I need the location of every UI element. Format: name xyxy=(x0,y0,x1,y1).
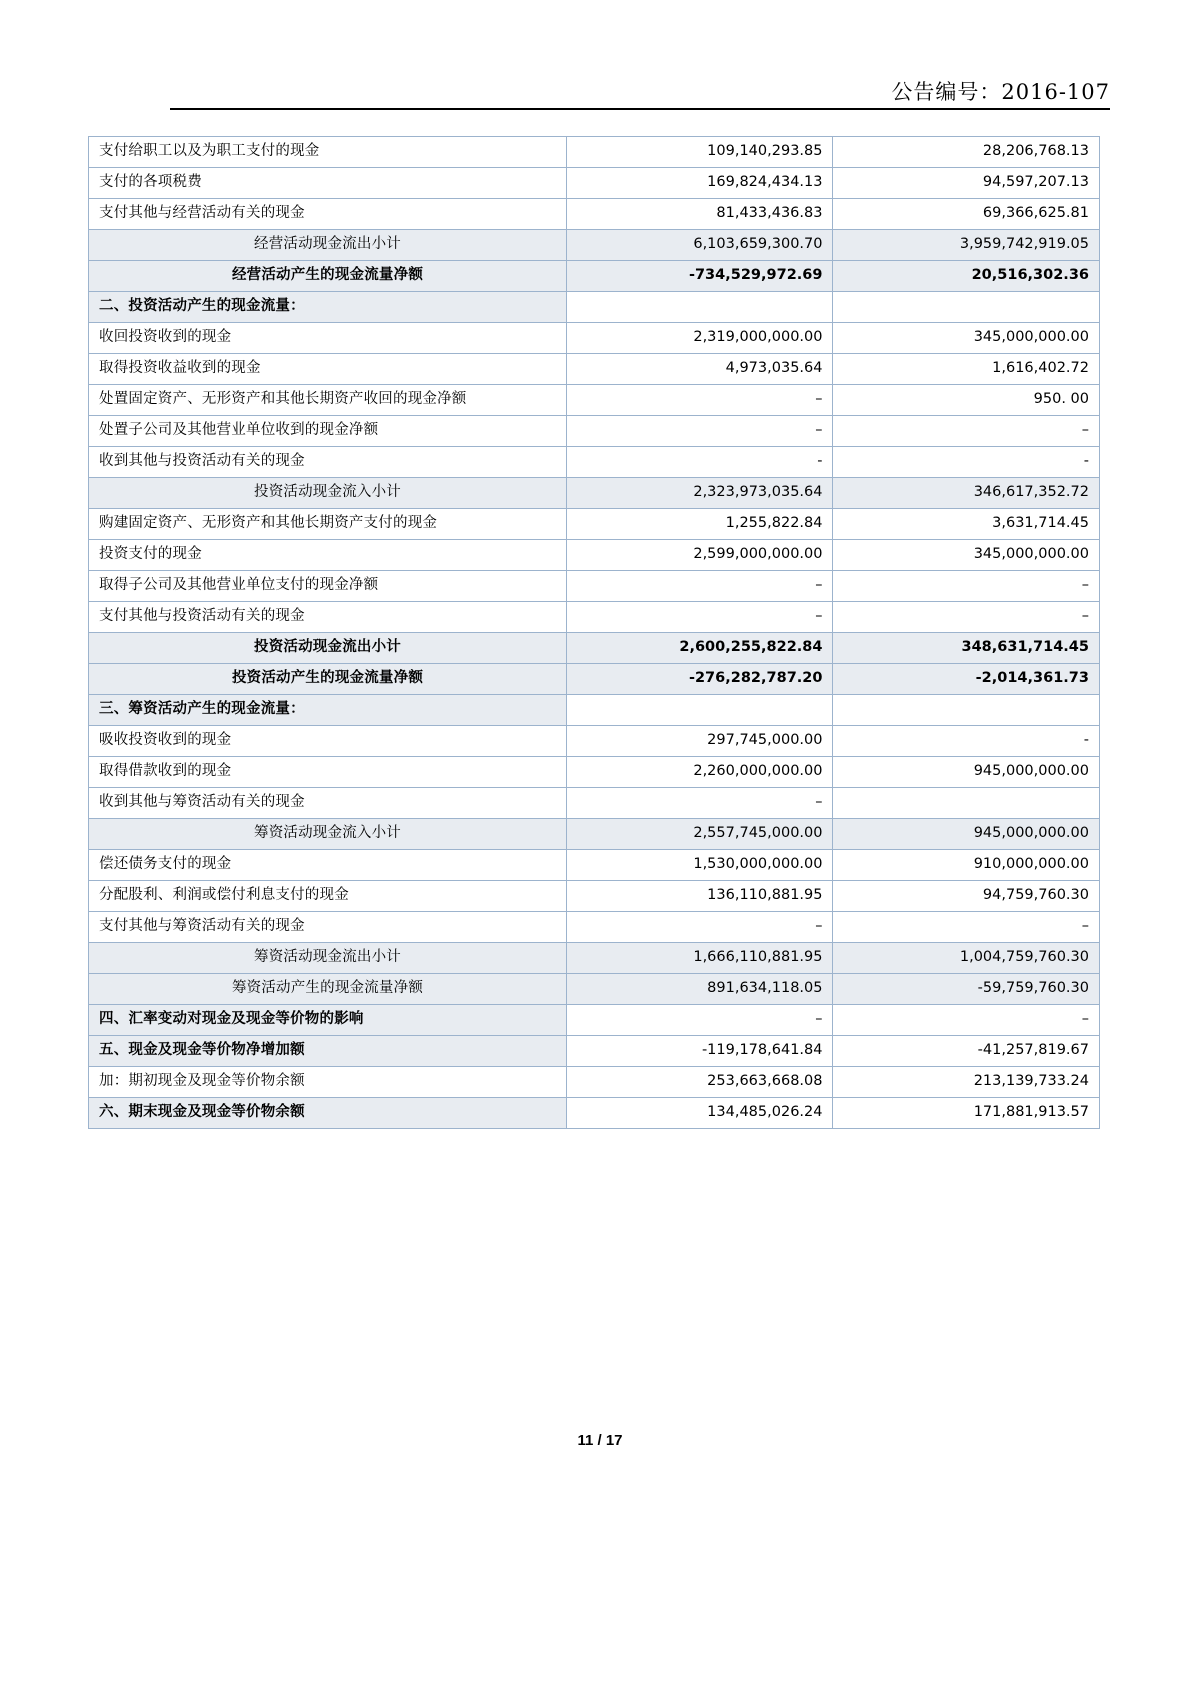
row-value-current: – xyxy=(567,602,833,633)
row-label: 二、投资活动产生的现金流量： xyxy=(89,292,567,323)
row-value-prior xyxy=(833,292,1100,323)
row-value-prior: 346,617,352.72 xyxy=(833,478,1100,509)
row-label: 支付其他与经营活动有关的现金 xyxy=(89,199,567,230)
row-value-prior: 945,000,000.00 xyxy=(833,757,1100,788)
row-value-current xyxy=(567,695,833,726)
row-label: 筹资活动现金流出小计 xyxy=(89,943,567,974)
row-label: 处置子公司及其他营业单位收到的现金净额 xyxy=(89,416,567,447)
row-label: 三、筹资活动产生的现金流量： xyxy=(89,695,567,726)
table-row xyxy=(89,1098,1100,1129)
row-label: 支付给职工以及为职工支付的现金 xyxy=(89,137,567,168)
row-label: 投资活动现金流出小计 xyxy=(89,633,567,664)
row-value-prior: 171,881,913.57 xyxy=(833,1098,1100,1129)
row-label: 经营活动现金流出小计 xyxy=(89,230,567,261)
row-value-prior: 213,139,733.24 xyxy=(833,1067,1100,1098)
table-row xyxy=(89,881,1100,912)
row-value-prior: 345,000,000.00 xyxy=(833,540,1100,571)
row-label: 投资活动现金流入小计 xyxy=(89,478,567,509)
page-footer: 11 / 17 xyxy=(577,1432,623,1449)
table-row xyxy=(89,757,1100,788)
row-value-current: -734,529,972.69 xyxy=(567,261,833,292)
row-label: 分配股利、利润或偿付利息支付的现金 xyxy=(89,881,567,912)
cash-flow-table xyxy=(88,136,1100,1129)
row-value-prior: – xyxy=(833,571,1100,602)
row-value-prior xyxy=(833,788,1100,819)
table-row xyxy=(89,323,1100,354)
row-value-current: 2,600,255,822.84 xyxy=(567,633,833,664)
table-row xyxy=(89,416,1100,447)
row-value-current: 2,557,745,000.00 xyxy=(567,819,833,850)
row-label: 五、现金及现金等价物净增加额 xyxy=(89,1036,567,1067)
row-value-current: – xyxy=(567,416,833,447)
row-value-prior: 69,366,625.81 xyxy=(833,199,1100,230)
row-value-current: 1,666,110,881.95 xyxy=(567,943,833,974)
row-value-current: 2,599,000,000.00 xyxy=(567,540,833,571)
header-divider xyxy=(170,108,1110,110)
row-label: 取得借款收到的现金 xyxy=(89,757,567,788)
row-label: 四、汇率变动对现金及现金等价物的影响 xyxy=(89,1005,567,1036)
table-row xyxy=(89,1067,1100,1098)
row-value-prior: - xyxy=(833,447,1100,478)
row-value-prior: 28,206,768.13 xyxy=(833,137,1100,168)
table-row xyxy=(89,509,1100,540)
row-label: 筹资活动产生的现金流量净额 xyxy=(89,974,567,1005)
row-value-prior: 3,631,714.45 xyxy=(833,509,1100,540)
table-row xyxy=(89,695,1100,726)
table-row xyxy=(89,912,1100,943)
row-label: 收到其他与筹资活动有关的现金 xyxy=(89,788,567,819)
row-value-prior: 3,959,742,919.05 xyxy=(833,230,1100,261)
row-value-current: 169,824,434.13 xyxy=(567,168,833,199)
row-label: 支付其他与筹资活动有关的现金 xyxy=(89,912,567,943)
notice-number: 公告编号：2016-107 xyxy=(891,80,1110,104)
row-value-current: 253,663,668.08 xyxy=(567,1067,833,1098)
table-row xyxy=(89,261,1100,292)
table-row xyxy=(89,664,1100,695)
row-value-prior xyxy=(833,695,1100,726)
row-value-prior: -2,014,361.73 xyxy=(833,664,1100,695)
row-value-current: 136,110,881.95 xyxy=(567,881,833,912)
table-row xyxy=(89,230,1100,261)
cash-flow-table-body xyxy=(89,137,1100,1129)
row-value-prior: – xyxy=(833,602,1100,633)
row-value-current xyxy=(567,292,833,323)
table-row xyxy=(89,819,1100,850)
row-value-current: 891,634,118.05 xyxy=(567,974,833,1005)
table-row xyxy=(89,199,1100,230)
row-value-current: - xyxy=(567,447,833,478)
row-value-current: 4,973,035.64 xyxy=(567,354,833,385)
row-label: 取得投资收益收到的现金 xyxy=(89,354,567,385)
table-row xyxy=(89,354,1100,385)
row-value-prior: -41,257,819.67 xyxy=(833,1036,1100,1067)
row-value-current: 134,485,026.24 xyxy=(567,1098,833,1129)
table-row xyxy=(89,633,1100,664)
row-value-prior: 1,616,402.72 xyxy=(833,354,1100,385)
row-label: 收回投资收到的现金 xyxy=(89,323,567,354)
row-label: 六、期末现金及现金等价物余额 xyxy=(89,1098,567,1129)
row-label: 筹资活动现金流入小计 xyxy=(89,819,567,850)
table-row xyxy=(89,385,1100,416)
row-value-current: 81,433,436.83 xyxy=(567,199,833,230)
table-row xyxy=(89,943,1100,974)
table-row xyxy=(89,540,1100,571)
row-label: 投资活动产生的现金流量净额 xyxy=(89,664,567,695)
row-value-current: -276,282,787.20 xyxy=(567,664,833,695)
row-value-current: 2,323,973,035.64 xyxy=(567,478,833,509)
row-value-prior: 94,597,207.13 xyxy=(833,168,1100,199)
table-row xyxy=(89,1036,1100,1067)
row-value-prior: 94,759,760.30 xyxy=(833,881,1100,912)
table-row xyxy=(89,571,1100,602)
table-row xyxy=(89,788,1100,819)
row-label: 处置固定资产、无形资产和其他长期资产收回的现金净额 xyxy=(89,385,567,416)
row-value-current: 1,530,000,000.00 xyxy=(567,850,833,881)
row-value-prior: 20,516,302.36 xyxy=(833,261,1100,292)
table-row xyxy=(89,447,1100,478)
row-value-current: – xyxy=(567,788,833,819)
row-value-current: – xyxy=(567,1005,833,1036)
row-value-current: – xyxy=(567,385,833,416)
row-value-prior: 345,000,000.00 xyxy=(833,323,1100,354)
table-row xyxy=(89,850,1100,881)
row-value-prior: 910,000,000.00 xyxy=(833,850,1100,881)
row-value-prior: 1,004,759,760.30 xyxy=(833,943,1100,974)
table-row xyxy=(89,974,1100,1005)
row-label: 取得子公司及其他营业单位支付的现金净额 xyxy=(89,571,567,602)
row-value-prior: – xyxy=(833,416,1100,447)
table-row xyxy=(89,1005,1100,1036)
row-label: 支付的各项税费 xyxy=(89,168,567,199)
row-value-current: -119,178,641.84 xyxy=(567,1036,833,1067)
row-value-prior: 950. 00 xyxy=(833,385,1100,416)
row-value-current: 109,140,293.85 xyxy=(567,137,833,168)
row-value-current: 297,745,000.00 xyxy=(567,726,833,757)
row-value-current: 1,255,822.84 xyxy=(567,509,833,540)
row-label: 偿还债务支付的现金 xyxy=(89,850,567,881)
row-label: 吸收投资收到的现金 xyxy=(89,726,567,757)
row-value-prior: 945,000,000.00 xyxy=(833,819,1100,850)
row-value-prior: - xyxy=(833,726,1100,757)
table-row xyxy=(89,602,1100,633)
row-label: 购建固定资产、无形资产和其他长期资产支付的现金 xyxy=(89,509,567,540)
row-label: 投资支付的现金 xyxy=(89,540,567,571)
row-value-current: – xyxy=(567,912,833,943)
row-value-prior: 348,631,714.45 xyxy=(833,633,1100,664)
row-label: 收到其他与投资活动有关的现金 xyxy=(89,447,567,478)
row-label: 支付其他与投资活动有关的现金 xyxy=(89,602,567,633)
row-value-current: 2,319,000,000.00 xyxy=(567,323,833,354)
row-value-prior: – xyxy=(833,1005,1100,1036)
table-row xyxy=(89,137,1100,168)
row-value-prior: -59,759,760.30 xyxy=(833,974,1100,1005)
table-row xyxy=(89,726,1100,757)
row-label: 经营活动产生的现金流量净额 xyxy=(89,261,567,292)
row-label: 加：期初现金及现金等价物余额 xyxy=(89,1067,567,1098)
table-row xyxy=(89,292,1100,323)
row-value-current: 6,103,659,300.70 xyxy=(567,230,833,261)
row-value-current: 2,260,000,000.00 xyxy=(567,757,833,788)
table-row xyxy=(89,478,1100,509)
row-value-current: – xyxy=(567,571,833,602)
row-value-prior: – xyxy=(833,912,1100,943)
table-row xyxy=(89,168,1100,199)
